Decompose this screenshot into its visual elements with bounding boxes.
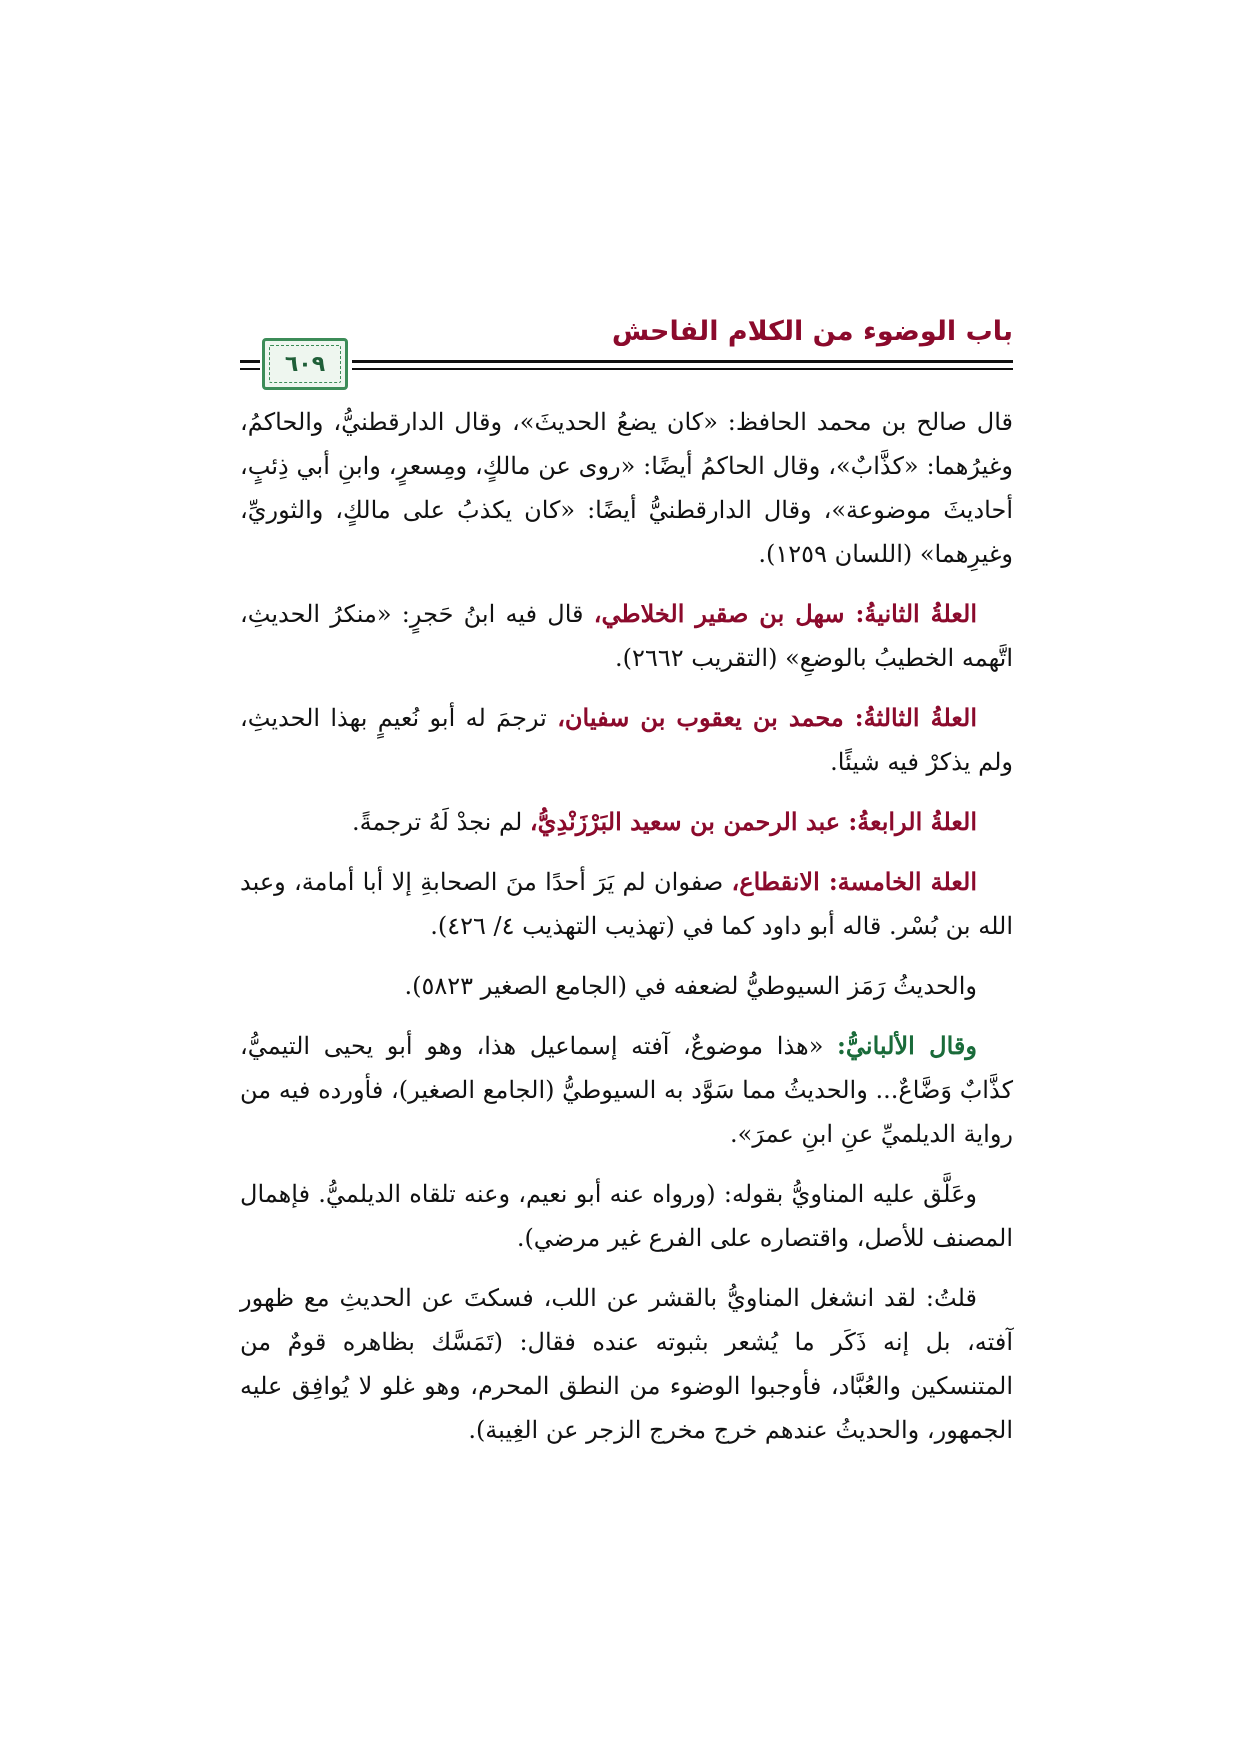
header-rule-thin (352, 368, 1013, 370)
paragraph-label: العلةُ الثالثةُ: محمد بن يعقوب بن سفيان، (557, 703, 977, 732)
paragraph-label: العلة الخامسة: الانقطاع، (731, 867, 977, 896)
paragraph-5 (240, 860, 1013, 948)
paragraph-text: وعَلَّق عليه المناويُّ بقوله: (ورواه عنه أبو نعيم، وعنه تلقاه الديلميُّ. فإهمال المصنف للأصل، واقتصاره على الفرع غير مرضي). (240, 1180, 1013, 1252)
page-number-badge (262, 338, 348, 390)
paragraph-text: ترجمَ له أبو نُعيمٍ بهذا الحديثِ، ولم يذكرْ فيه شيئًا. (240, 704, 1013, 776)
paragraph-label: العلةُ الثانيةُ: سهل بن صقير الخلاطي، (593, 599, 977, 628)
paragraph-1 (240, 400, 1013, 576)
paragraph-label: العلةُ الرابعةُ: عبد الرحمن بن سعيد البَرْزَنْدِيُّ، (529, 807, 977, 836)
paragraph-4 (240, 800, 1013, 844)
paragraph-text: لم نجدْ لَهُ ترجمةً. (352, 808, 530, 836)
paragraph-2 (240, 592, 1013, 680)
paragraph-text: «هذا موضوعٌ، آفته إسماعيل هذا، وهو أبو يحيى التيميُّ، كذَّابٌ وَضَّاعٌ... والحديثُ مما سَوَّد به السيوطيُّ (الجامع الصغير)، فأورده فيه من رواية الديلميِّ عنِ ابنِ عمرَ». (240, 1032, 1013, 1148)
paragraph-text: صفوان لم يَرَ أحدًا منَ الصحابةِ إلا أبا أمامة، وعبد الله بن بُسْر. قاله أبو داود كما في (تهذيب التهذيب ٤/ ٤٢٦). (240, 868, 1013, 940)
paragraph-6 (240, 964, 1013, 1008)
paragraph-text: والحديثُ رَمَز السيوطيُّ لضعفه في (الجامع الصغير ٥٨٢٣). (404, 972, 977, 1000)
header-rule-left-thick (240, 360, 260, 363)
page-number: ٦٠٩ (284, 351, 326, 377)
paragraph-text: قال فيه ابنُ حَجرٍ: «منكرُ الحديثِ، اتَّهمه الخطيبُ بالوضعِ» (التقريب ٢٦٦٢). (240, 600, 1013, 672)
header-rule-left-thin (240, 368, 260, 370)
paragraph-9 (240, 1276, 1013, 1452)
paragraph-8 (240, 1172, 1013, 1260)
page-body (240, 400, 1013, 1468)
header-rule-thick (352, 360, 1013, 363)
paragraph-text: قال صالح بن محمد الحافظ: «كان يضعُ الحديثَ»، وقال الدارقطنيُّ، والحاكمُ، وغيرُهما: «كذَّابٌ»، وقال الحاكمُ أيضًا: «روى عن مالكٍ، ومِسعرٍ، وابنِ أبي ذِئبٍ، أحاديثَ موضوعة»، وقال الدارقطنيُّ أيضًا: «كان يكذبُ على مالكٍ، والثوريِّ، وغيرِهما» (اللسان ١٢٥٩). (240, 408, 1013, 568)
paragraph-3 (240, 696, 1013, 784)
page-header (240, 310, 1013, 390)
paragraph-label: وقال الألبانيُّ: (837, 1031, 977, 1060)
paragraph-7 (240, 1024, 1013, 1156)
paragraph-text: قلتُ: لقد انشغل المناويُّ بالقشر عن اللب، فسكتَ عن الحديثِ مع ظهور آفته، بل إنه ذَكَر ما يُشعر بثبوته عنده فقال: (تَمَسَّك بظاهره قومٌ من المتنسكين والعُبَّاد، فأوجبوا الوضوء من النطق المحرم، وهو غلو لا يُوافِق عليه الجمهور، والحديثُ عندهم خرج مخرج الزجر عن الغِيبة). (240, 1284, 1013, 1444)
chapter-title: باب الوضوء من الكلام الفاحش (611, 316, 1013, 347)
